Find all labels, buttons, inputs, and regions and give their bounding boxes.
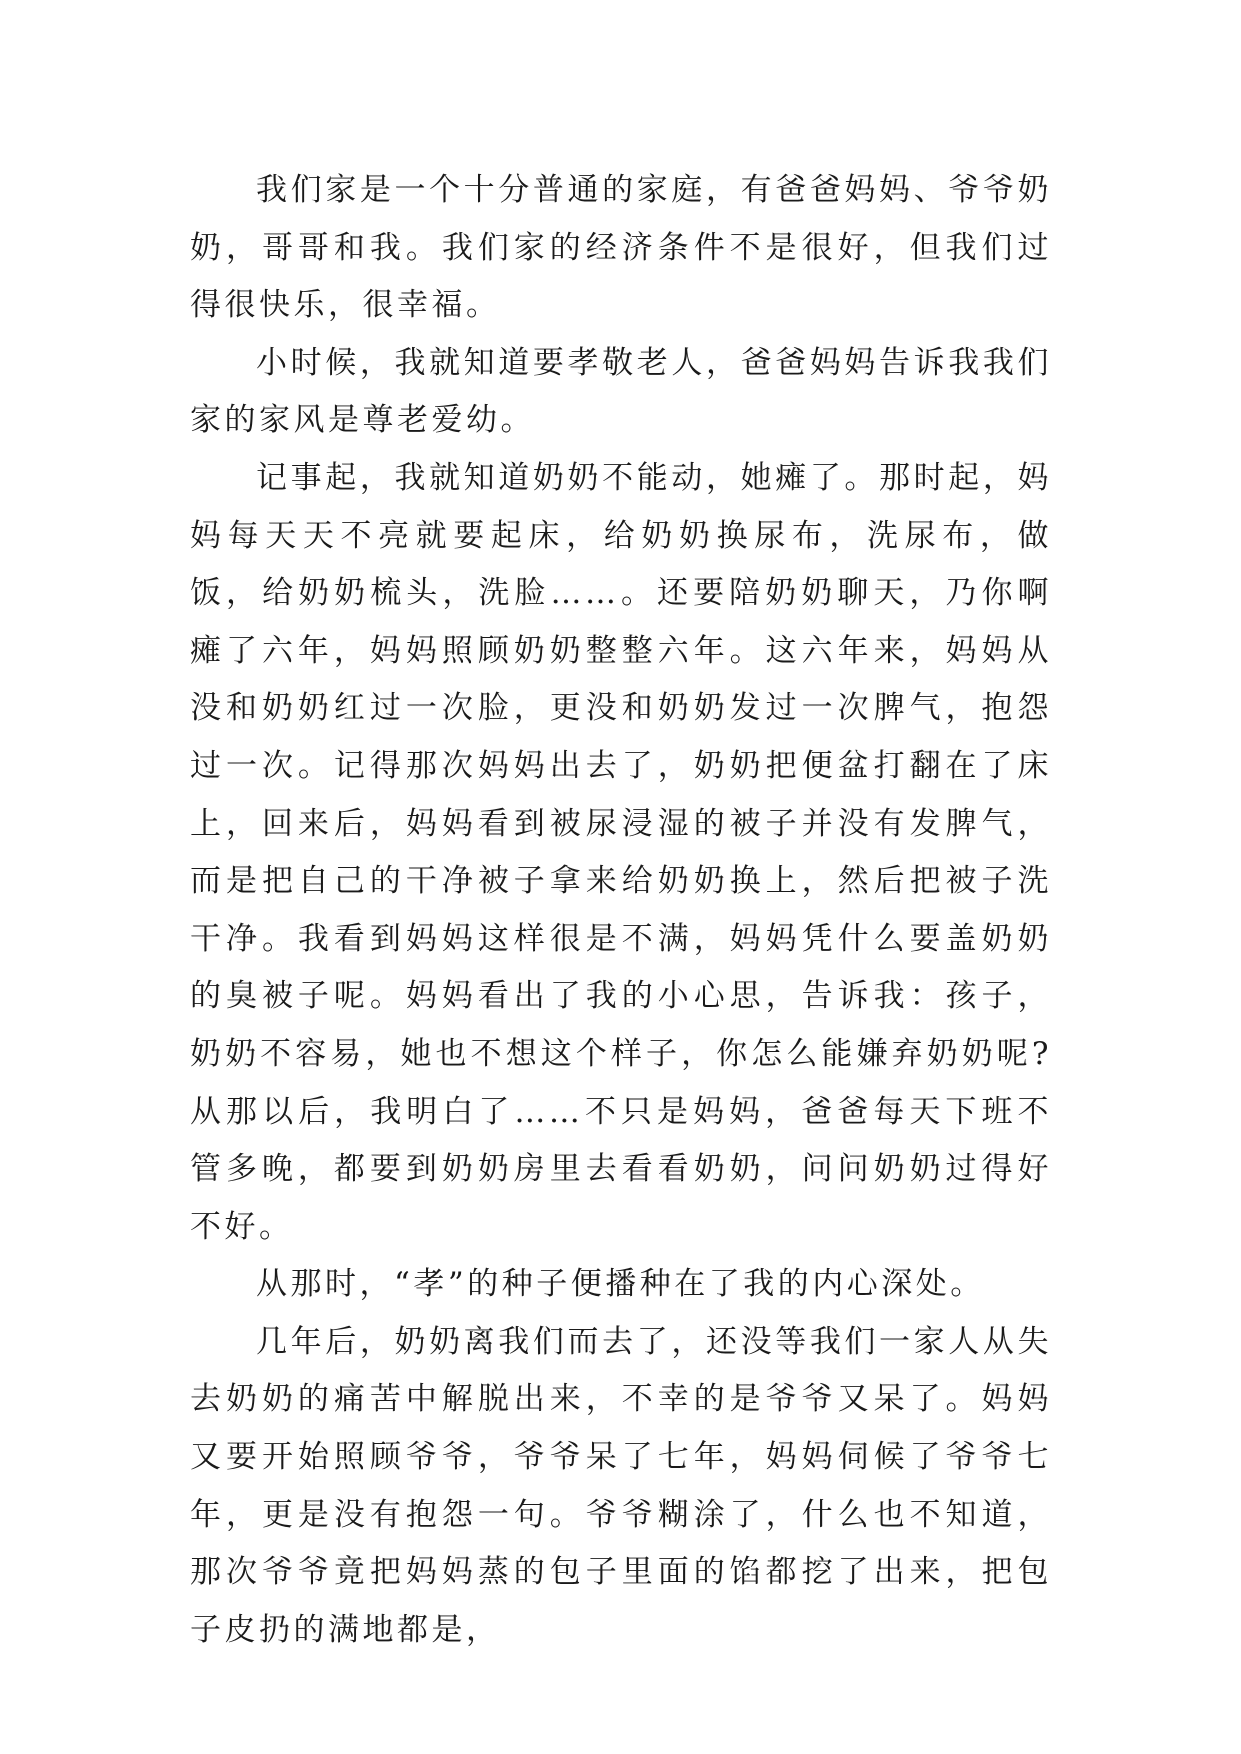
paragraph-2: 小时候，我就知道要孝敬老人，爸爸妈妈告诉我我们家的家风是尊老爱幼。 [190,344,1052,439]
paragraph-1: 我们家是一个十分普通的家庭，有爸爸妈妈、爷爷奶奶，哥哥和我。我们家的经济条件不是很好，但我们过得很快乐，很幸福。 [190,172,1052,324]
paragraph-4: 从那时，“孝”的种子便播种在了我的内心深处。 [256,1266,985,1303]
paragraph-5: 几年后，奶奶离我们而去了，还没等我们一家人从失去奶奶的痛苦中解脱出来，不幸的是爷爷又呆了。妈妈又要开始照顾爷爷，爷爷呆了七年，妈妈伺候了爷爷七年，更是没有抱怨一句。爷爷糊涂了，什么也不知道，那次爷爷竟把妈妈蒸的包子里面的馅都挖了出来，把包子皮扔的满地都是， [190,1323,1052,1648]
paragraph-3: 记事起，我就知道奶奶不能动，她瘫了。那时起，妈妈每天天不亮就要起床，给奶奶换尿布，洗尿布，做饭，给奶奶梳头，洗脸……。还要陪奶奶聊天，乃你啊瘫了六年，妈妈照顾奶奶整整六年。这六年来，妈妈从没和奶奶红过一次脸，更没和奶奶发过一次脾气，抱怨过一次。记得那次妈妈出去了，奶奶把便盆打翻在了床上，回来后，妈妈看到被尿浸湿的被子并没有发脾气，而是把自己的干净被子拿来给奶奶换上，然后把被子洗干净。我看到妈妈这样很是不满，妈妈凭什么要盖奶奶的臭被子呢。妈妈看出了我的小心思，告诉我：孩子，奶奶不容易，她也不想这个样子，你怎么能嫌弃奶奶呢?从那以后，我明白了……不只是妈妈，爸爸每天下班不管多晚，都要到奶奶房里去看看奶奶，问问奶奶过得好不好。 [190,459,1052,1245]
document-body [190,162,1052,1659]
